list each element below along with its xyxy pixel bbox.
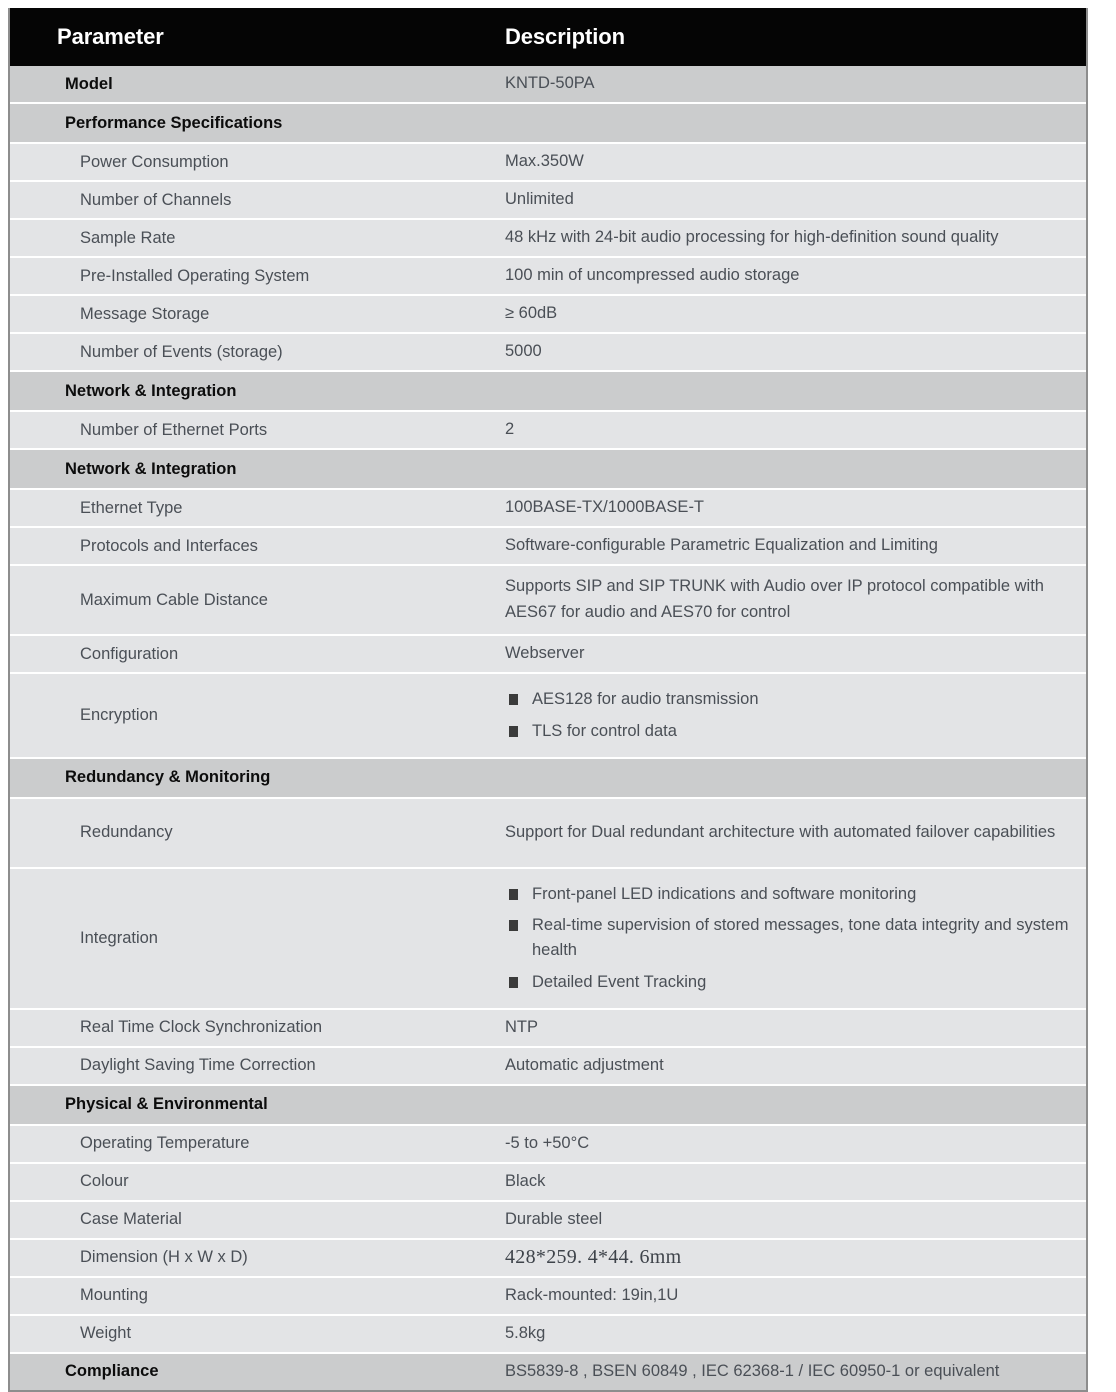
- table-row: [10, 1316, 1086, 1354]
- description-text: 100 min of uncompressed audio storage: [505, 266, 800, 285]
- table-section-header-row: [10, 372, 1086, 412]
- table-row: [10, 566, 1086, 636]
- table-emphasis-row: [10, 66, 1086, 104]
- table-row: [10, 1048, 1086, 1086]
- description-text: KNTD-50PA: [505, 74, 595, 93]
- description-cell: [505, 225, 1086, 251]
- description-cell: [505, 339, 1086, 365]
- parameter-cell: Redundancy: [80, 823, 173, 842]
- parameter-cell: Mounting: [80, 1286, 148, 1305]
- parameter-cell: Compliance: [65, 1362, 159, 1381]
- description-cell: [505, 1169, 1086, 1195]
- parameter-cell: Number of Channels: [80, 190, 232, 209]
- parameter-cell: Protocols and Interfaces: [80, 536, 258, 555]
- table-row: [10, 528, 1086, 566]
- bullet-list-item: [505, 882, 1072, 907]
- description-text: 2: [505, 420, 515, 439]
- description-cell: [505, 1283, 1086, 1309]
- table-row: [10, 1010, 1086, 1048]
- description-cell: [505, 417, 1086, 443]
- parameter-cell: Case Material: [80, 1210, 182, 1229]
- parameter-cell: Number of Ethernet Ports: [80, 420, 268, 439]
- parameter-cell: Integration: [80, 928, 158, 947]
- column-header-description: Description: [505, 24, 625, 49]
- table-row: [10, 799, 1086, 869]
- description-cell: [505, 1015, 1086, 1041]
- table-section-header-row: [10, 104, 1086, 144]
- description-cell: [505, 263, 1086, 289]
- description-text: Support for Dual redundant architecture with automated failover capabilities: [505, 822, 1056, 841]
- table-row: [10, 636, 1086, 674]
- description-cell: [505, 533, 1086, 559]
- parameter-cell: Dimension (H x W x D): [80, 1248, 248, 1267]
- description-text: Black: [505, 1171, 546, 1190]
- parameter-cell: Configuration: [80, 644, 179, 663]
- description-text: 428*259. 4*44. 6mm: [505, 1246, 682, 1268]
- description-cell: [505, 1131, 1086, 1157]
- bullet-text: AES128 for audio transmission: [532, 690, 759, 708]
- square-bullet-icon: [509, 889, 518, 900]
- square-bullet-icon: [509, 694, 518, 705]
- table-section-header-row: [10, 759, 1086, 799]
- table-row: [10, 1202, 1086, 1240]
- square-bullet-icon: [509, 726, 518, 737]
- parameter-cell: Model: [65, 74, 113, 93]
- parameter-cell: Number of Events (storage): [80, 342, 283, 361]
- square-bullet-icon: [509, 977, 518, 988]
- parameter-cell: Network & Integration: [65, 459, 237, 478]
- description-cell: [505, 187, 1086, 213]
- table-row: [10, 296, 1086, 334]
- table-row: [10, 334, 1086, 372]
- bullet-text: Detailed Event Tracking: [532, 972, 707, 991]
- description-text: Max.350W: [505, 152, 584, 171]
- description-text: Webserver: [505, 644, 585, 663]
- table-row: [10, 1126, 1086, 1164]
- table-row: [10, 869, 1086, 1010]
- parameter-cell: Colour: [80, 1172, 129, 1191]
- table-row: [10, 144, 1086, 182]
- bullet-list: [505, 687, 1072, 744]
- table-row: [10, 490, 1086, 528]
- description-text: 48 kHz with 24-bit audio processing for high-definition sound quality: [505, 228, 999, 247]
- bullet-list-item: [505, 687, 1072, 712]
- description-cell: [505, 1359, 1086, 1385]
- description-text: BS5839-8 , BSEN 60849 , IEC 62368-1 / IEC 60950-1 or equivalent: [505, 1361, 1000, 1380]
- table-row: [10, 258, 1086, 296]
- table-row: [10, 412, 1086, 450]
- description-text: Rack-mounted: 19in,1U: [505, 1285, 679, 1304]
- description-text: Unlimited: [505, 190, 574, 209]
- description-text: 5.8kg: [505, 1323, 546, 1342]
- parameter-cell: Power Consumption: [80, 152, 229, 171]
- table-body: [10, 66, 1086, 1390]
- parameter-cell: Weight: [80, 1324, 132, 1343]
- description-text: Durable steel: [505, 1209, 603, 1228]
- description-cell: [505, 1242, 1086, 1273]
- bullet-text: Real-time supervision of stored messages, tone data integrity and system health: [532, 916, 1069, 959]
- table-row: [10, 1164, 1086, 1202]
- description-cell: [505, 1207, 1086, 1233]
- parameter-cell: Pre-Installed Operating System: [80, 266, 310, 285]
- description-text: 100BASE-TX/1000BASE-T: [505, 498, 705, 517]
- description-text: Software-configurable Parametric Equalization and Limiting: [505, 536, 938, 555]
- table-row: [10, 1278, 1086, 1316]
- column-header-parameter: Parameter: [57, 24, 164, 49]
- parameter-cell: Physical & Environmental: [65, 1095, 268, 1114]
- parameter-cell: Performance Specifications: [65, 113, 283, 132]
- table-row: [10, 1240, 1086, 1278]
- table-section-header-row: [10, 450, 1086, 490]
- description-cell: [505, 71, 1086, 97]
- bullet-list-item: [505, 970, 1072, 995]
- table-header-row: [10, 8, 1086, 66]
- bullet-list: [505, 882, 1072, 995]
- parameter-cell: Operating Temperature: [80, 1134, 250, 1153]
- description-cell: [505, 641, 1086, 667]
- parameter-cell: Daylight Saving Time Correction: [80, 1056, 316, 1075]
- description-text: Automatic adjustment: [505, 1055, 664, 1074]
- description-cell: [505, 301, 1086, 327]
- description-cell: [505, 495, 1086, 521]
- parameter-cell: Ethernet Type: [80, 498, 183, 517]
- parameter-cell: Real Time Clock Synchronization: [80, 1018, 323, 1037]
- description-text: 5000: [505, 342, 542, 361]
- parameter-cell: Network & Integration: [65, 381, 237, 400]
- description-text: Supports SIP and SIP TRUNK with Audio over IP protocol compatible with AES67 for audio and AES70 for control: [505, 577, 1044, 621]
- parameter-cell: Message Storage: [80, 304, 210, 323]
- bullet-text: Front-panel LED indications and software monitoring: [532, 884, 917, 903]
- square-bullet-icon: [509, 920, 518, 931]
- bullet-list-item: [505, 719, 1072, 744]
- description-cell: [505, 820, 1086, 846]
- parameter-cell: Sample Rate: [80, 228, 176, 247]
- description-text: ≥ 60dB: [505, 304, 558, 323]
- table-row: [10, 182, 1086, 220]
- description-cell: [505, 1321, 1086, 1347]
- table-section-header-row: [10, 1086, 1086, 1126]
- parameter-cell: Maximum Cable Distance: [80, 590, 268, 609]
- description-text: -5 to +50°C: [505, 1133, 590, 1152]
- bullet-text: TLS for control data: [532, 721, 677, 740]
- description-cell: [505, 875, 1086, 1002]
- bullet-list-item: [505, 913, 1072, 963]
- table-row: [10, 674, 1086, 759]
- description-cell: [505, 574, 1086, 625]
- description-cell: [505, 149, 1086, 175]
- specification-table: [8, 8, 1088, 1390]
- parameter-cell: Redundancy & Monitoring: [65, 768, 271, 787]
- description-cell: [505, 680, 1086, 751]
- table-row: [10, 220, 1086, 258]
- parameter-cell: Encryption: [80, 706, 158, 725]
- description-text: NTP: [505, 1017, 538, 1036]
- table-emphasis-row: [10, 1354, 1086, 1390]
- description-cell: [505, 1053, 1086, 1079]
